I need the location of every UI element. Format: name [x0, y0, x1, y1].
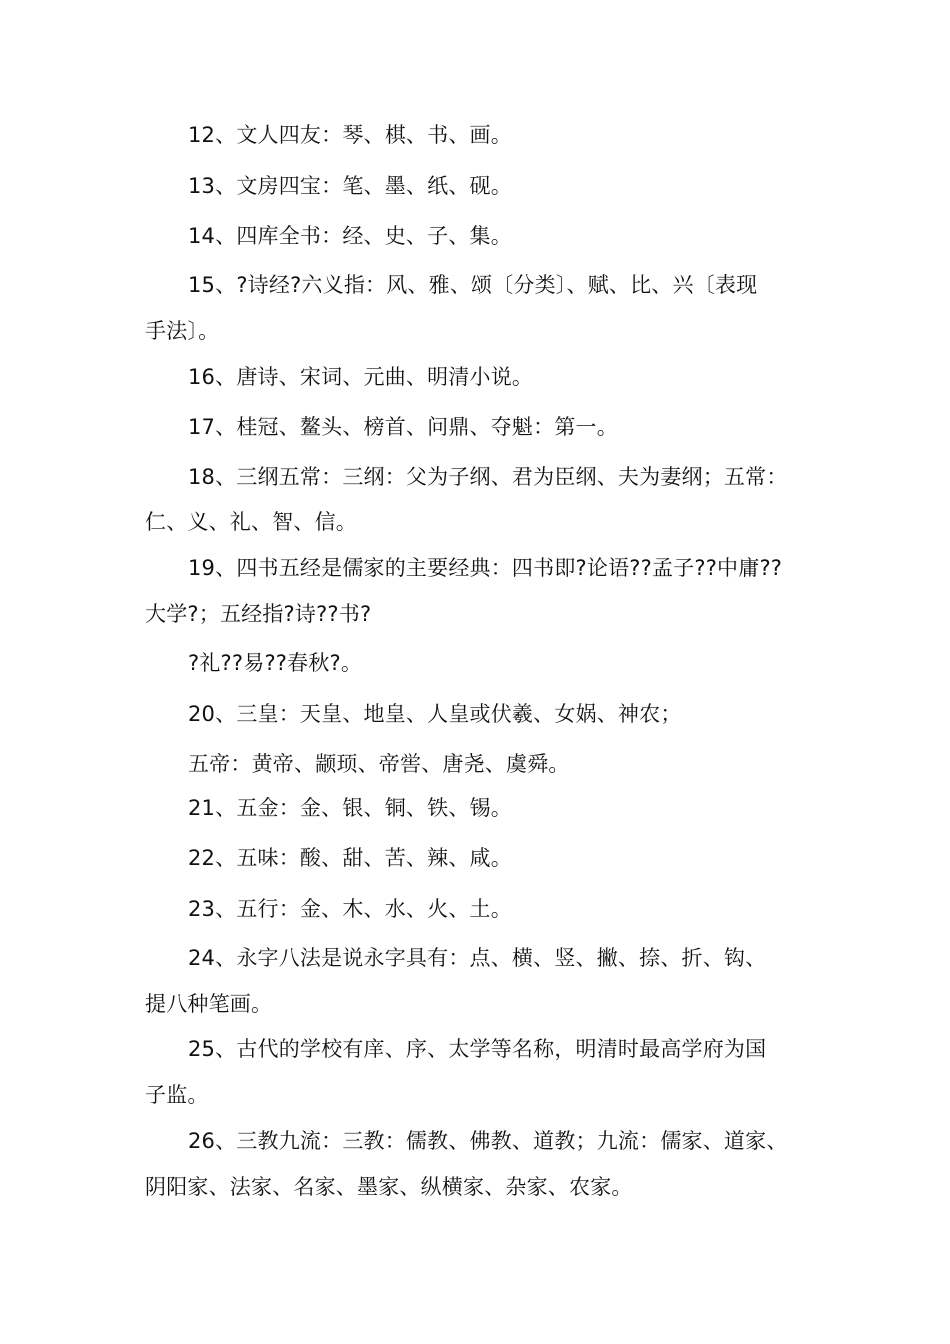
item-19-continued-2: ?礼??易??春秋?。: [188, 651, 363, 675]
item-13: 13、文房四宝：笔、墨、纸、砚。: [188, 174, 512, 198]
item-12: 12、文人四友：琴、棋、书、画。: [188, 123, 512, 147]
item-23: 23、五行：金、木、水、火、土。: [188, 897, 512, 921]
item-24-continued: 提八种笔画。: [145, 992, 273, 1016]
item-22: 22、五味：酸、甜、苦、辣、咸。: [188, 846, 512, 870]
item-25-continued: 子监。: [145, 1083, 209, 1107]
item-17: 17、桂冠、鳌头、榜首、问鼎、夺魁：第一。: [188, 415, 618, 439]
item-19-continued: 大学?；五经指?诗??书?: [145, 602, 372, 626]
item-25: 25、古代的学校有庠、序、太学等名称，明清时最高学府为国: [188, 1037, 767, 1061]
item-18: 18、三纲五常：三纲：父为子纲、君为臣纲、夫为妻纲；五常：: [188, 465, 788, 489]
item-16: 16、唐诗、宋词、元曲、明清小说。: [188, 365, 534, 389]
item-15: 15、?诗经?六义指：风、雅、颂〔分类〕、赋、比、兴〔表现: [188, 273, 758, 297]
item-20: 20、三皇：天皇、地皇、人皇或伏羲、女娲、神农；: [188, 702, 682, 726]
item-14: 14、四库全书：经、史、子、集。: [188, 224, 512, 248]
item-19: 19、四书五经是儒家的主要经典：四书即?论语??孟子??中庸??: [188, 556, 783, 580]
item-15-continued: 手法〕。: [145, 319, 220, 343]
item-26-continued: 阴阳家、法家、名家、墨家、纵横家、杂家、农家。: [145, 1175, 633, 1199]
item-18-continued: 仁、义、礼、智、信。: [145, 510, 357, 534]
item-26: 26、三教九流：三教：儒教、佛教、道教；九流：儒家、道家、: [188, 1129, 788, 1153]
item-24: 24、永字八法是说永字具有：点、横、竖、撇、捺、折、钩、: [188, 946, 767, 970]
item-20-continued: 五帝：黄帝、颛顼、帝喾、唐尧、虞舜。: [188, 752, 570, 776]
item-21: 21、五金：金、银、铜、铁、锡。: [188, 796, 512, 820]
